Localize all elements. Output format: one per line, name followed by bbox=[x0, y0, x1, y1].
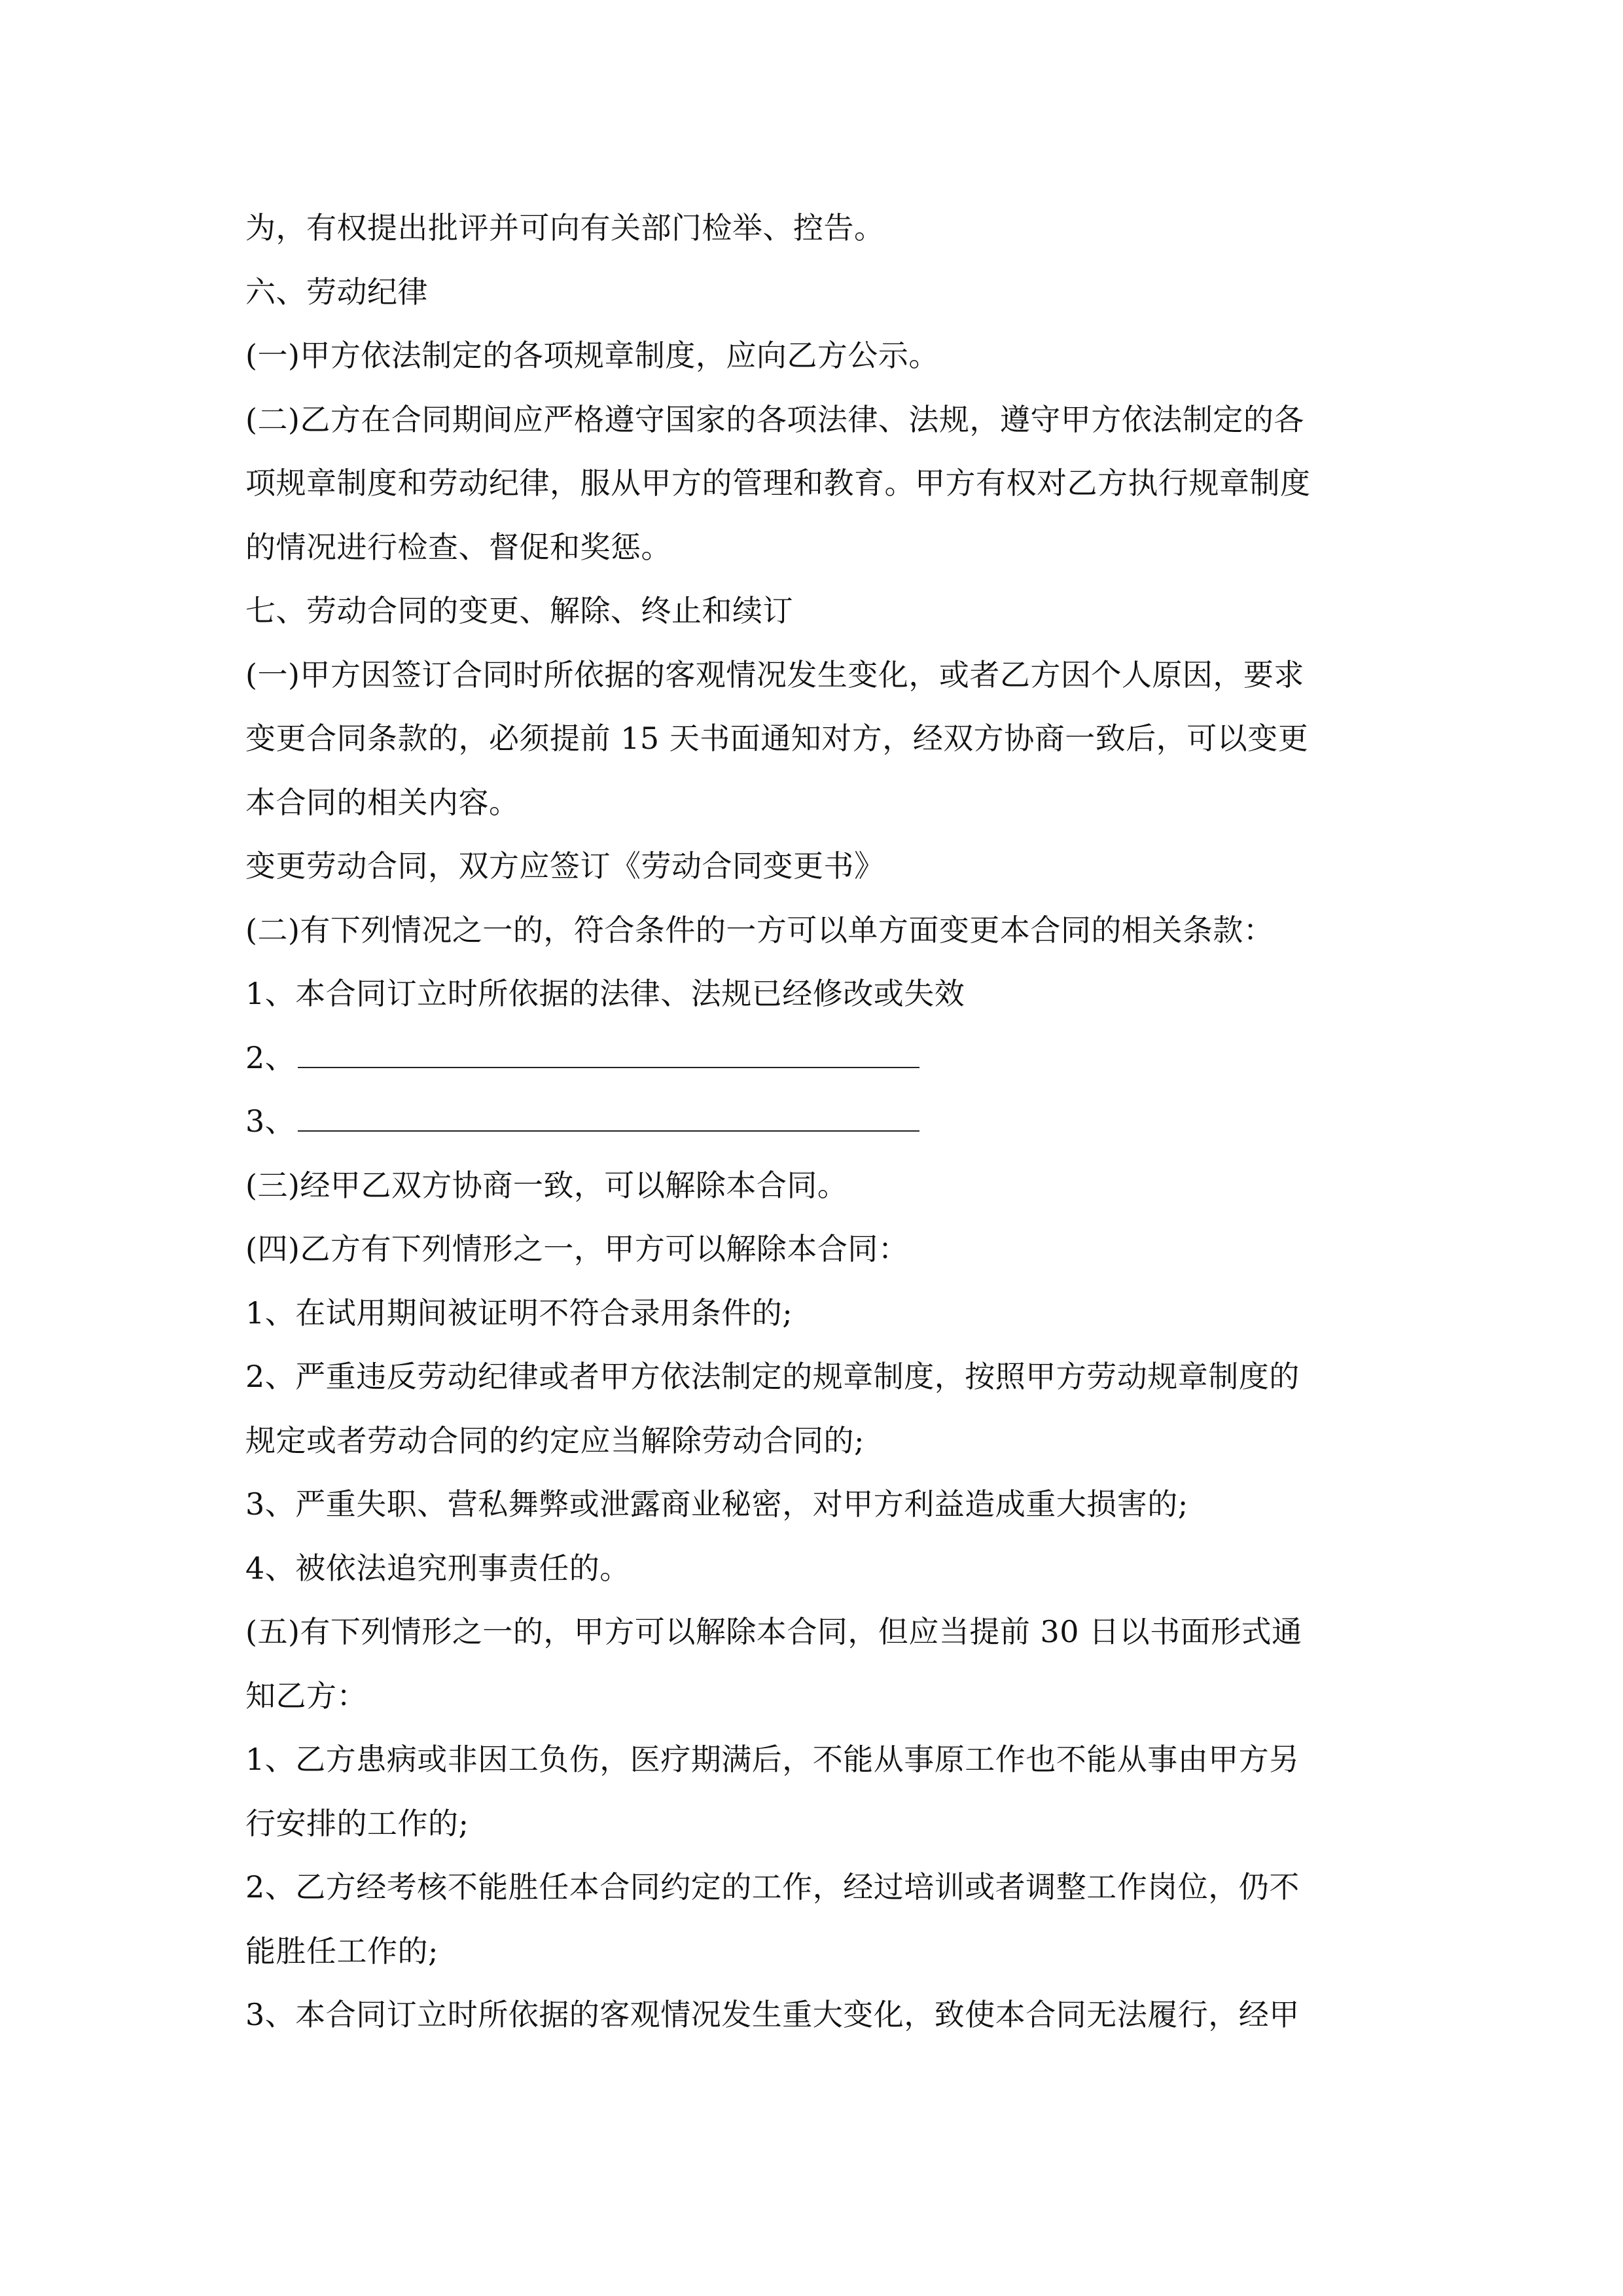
text-line: 规定或者劳动合同的约定应当解除劳动合同的; bbox=[245, 1422, 865, 1458]
text-line: 本合同的相关内容。 bbox=[245, 784, 520, 820]
fill-in-blank[interactable] bbox=[298, 1030, 919, 1068]
section-heading: 六、劳动纪律 bbox=[245, 274, 428, 310]
document-page bbox=[245, 196, 1381, 2047]
text-line: 行安排的工作的; bbox=[245, 1805, 469, 1841]
text-line: 2、乙方经考核不能胜任本合同约定的工作，经过培训或者调整工作岗位，仍不 bbox=[245, 1869, 1300, 1905]
text-line: 变更劳动合同，双方应签订《劳动合同变更书》 bbox=[245, 848, 885, 884]
text-line: 3、严重失职、营私舞弊或泄露商业秘密，对甲方利益造成重大损害的; bbox=[245, 1486, 1188, 1522]
item-number: 2、 bbox=[245, 1039, 296, 1075]
text-line: 变更合同条款的，必须提前 15 天书面通知对方，经双方协商一致后，可以变更 bbox=[245, 721, 1309, 756]
text-line: 的情况进行检查、督促和奖惩。 bbox=[245, 529, 671, 565]
text-line: 1、在试用期间被证明不符合录用条件的; bbox=[245, 1295, 793, 1331]
text-line: 3、本合同订立时所依据的客观情况发生重大变化，致使本合同无法履行，经甲 bbox=[245, 1997, 1300, 2032]
item-number: 3、 bbox=[245, 1103, 296, 1139]
section-heading: 七、劳动合同的变更、解除、终止和续订 bbox=[245, 593, 793, 628]
text-line: 知乙方： bbox=[245, 1677, 367, 1713]
text-line: (四)乙方有下列情形之一，甲方可以解除本合同： bbox=[245, 1231, 909, 1266]
text-line: (三)经甲乙双方协商一致，可以解除本合同。 bbox=[245, 1167, 848, 1203]
text-line: (一)甲方因签订合同时所依据的客观情况发生变化，或者乙方因个人原因，要求 bbox=[245, 656, 1304, 692]
text-line: 4、被依法追究刑事责任的。 bbox=[245, 1550, 630, 1586]
text-line: (二)乙方在合同期间应严格遵守国家的各项法律、法规，遵守甲方依法制定的各 bbox=[245, 401, 1304, 437]
text-line: 为，有权提出批评并可向有关部门检举、控告。 bbox=[245, 210, 885, 245]
blank-item-3 bbox=[245, 1090, 1381, 1154]
text-line: 1、乙方患病或非因工负伤，医疗期满后，不能从事原工作也不能从事由甲方另 bbox=[245, 1742, 1300, 1777]
text-line: (五)有下列情形之一的，甲方可以解除本合同，但应当提前 30 日以书面形式通 bbox=[245, 1614, 1302, 1649]
text-line: 1、本合同订立时所依据的法律、法规已经修改或失效 bbox=[245, 976, 965, 1011]
blank-item-2 bbox=[245, 1026, 1381, 1090]
fill-in-blank[interactable] bbox=[298, 1094, 919, 1132]
text-line: (一)甲方依法制定的各项规章制度，应向乙方公示。 bbox=[245, 338, 939, 373]
text-line: (二)有下列情况之一的，符合条件的一方可以单方面变更本合同的相关条款： bbox=[245, 912, 1274, 948]
text-line: 2、严重违反劳动纪律或者甲方依法制定的规章制度，按照甲方劳动规章制度的 bbox=[245, 1359, 1300, 1394]
text-line: 能胜任工作的; bbox=[245, 1933, 438, 1969]
text-line: 项规章制度和劳动纪律，服从甲方的管理和教育。甲方有权对乙方执行规章制度 bbox=[245, 465, 1311, 501]
